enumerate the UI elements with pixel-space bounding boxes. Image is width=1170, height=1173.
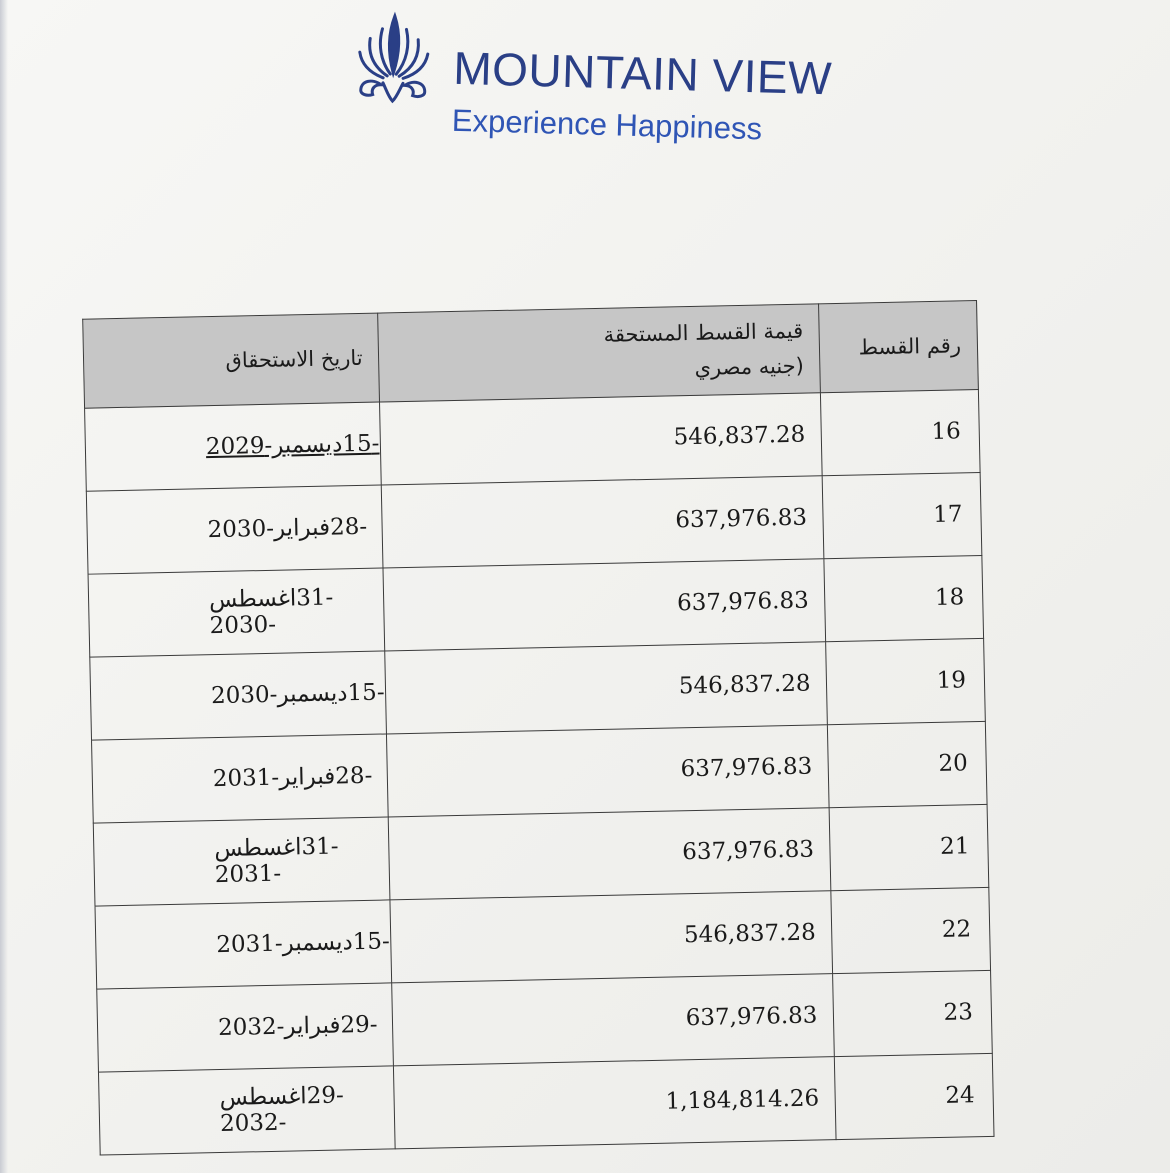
header-installment-number: رقم القسط (819, 301, 978, 393)
cell-number: 19 (826, 638, 985, 724)
cell-amount: 546,837.28 (380, 393, 823, 485)
cell-amount: 546,837.28 (385, 642, 828, 734)
cell-number: 23 (833, 970, 992, 1056)
table-row (98, 1053, 994, 1155)
cell-date: -15ديسمبر-2030 (90, 651, 387, 740)
brand-header (351, 10, 833, 183)
brand-name: MOUNTAIN VIEW (452, 41, 833, 105)
cell-date: -15ديسمبر-2031 (95, 900, 392, 989)
cell-amount: 637,976.83 (387, 725, 830, 817)
brand-tagline: Experience Happiness (451, 102, 763, 147)
header-amount-line1: قيمة القسط المستحقة (603, 319, 804, 348)
lotus-icon (352, 10, 435, 107)
cell-date: -28فبراير-2031 (92, 734, 389, 823)
cell-amount: 637,976.83 (383, 559, 826, 651)
cell-amount: 637,976.83 (389, 808, 832, 900)
cell-number: 20 (828, 721, 987, 807)
cell-date (85, 402, 382, 491)
cell-number: 24 (835, 1053, 994, 1139)
installments-table (82, 300, 994, 1156)
cell-number: 21 (830, 804, 989, 890)
cell-amount: 637,976.83 (392, 974, 835, 1066)
header-installment-amount (378, 304, 821, 402)
cell-number: 22 (831, 887, 990, 973)
page-edge (0, 0, 8, 1173)
cell-date: -28فبراير-2030 (86, 485, 383, 574)
cell-date: -29اغسطس -2032 (98, 1066, 395, 1155)
cell-amount: 637,976.83 (382, 476, 825, 568)
cell-date: -29فبراير-2032 (97, 983, 394, 1072)
cell-number: 17 (823, 472, 982, 558)
cell-number: 16 (821, 389, 980, 475)
header-due-date: تاريخ الاستحقاق (83, 313, 380, 408)
header-amount-line2: (جنيه مصري (694, 353, 805, 380)
cell-number: 18 (824, 555, 983, 641)
cell-date: -31اغسطس -2030 (88, 568, 385, 657)
cell-amount: 546,837.28 (390, 891, 833, 983)
cell-date-text: -15ديسمبر-2029 (205, 430, 380, 461)
cell-date: -31اغسطس -2031 (93, 817, 390, 906)
cell-amount: 1,184,814.26 (394, 1057, 837, 1149)
installments-table-wrapper (82, 300, 994, 1156)
